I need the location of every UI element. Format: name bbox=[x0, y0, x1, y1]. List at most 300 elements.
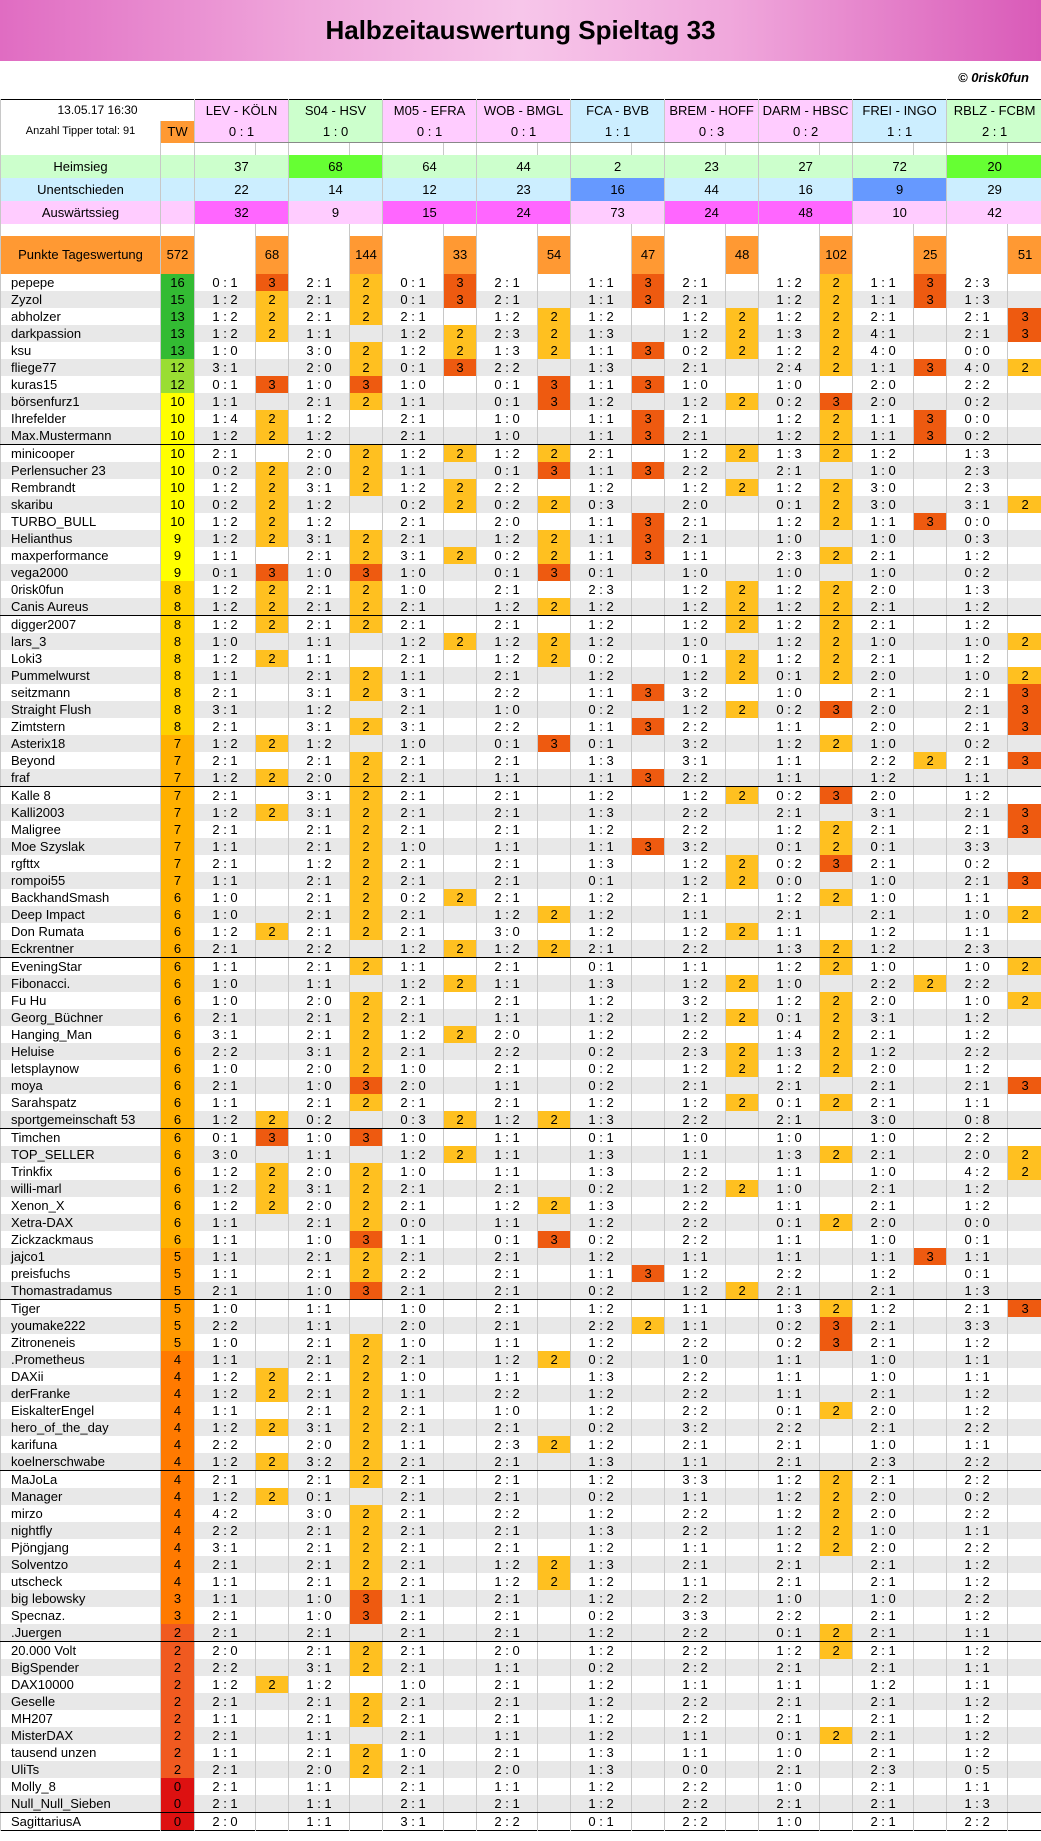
player-points: 2 bbox=[256, 1368, 289, 1385]
player-tip: 1 : 2 bbox=[477, 598, 538, 616]
player-tip: 1 : 1 bbox=[383, 1231, 444, 1248]
player-tip: 3 : 1 bbox=[289, 804, 350, 821]
player-tip: 2 : 3 bbox=[947, 479, 1008, 496]
player-tip: 1 : 2 bbox=[571, 906, 632, 923]
player-points bbox=[538, 1693, 571, 1710]
player-tip: 2 : 2 bbox=[665, 1385, 726, 1402]
player-points: 2 bbox=[820, 1471, 853, 1489]
player-tip: 1 : 2 bbox=[571, 667, 632, 684]
player-points: 2 bbox=[350, 1761, 383, 1778]
player-name: DAX10000 bbox=[1, 1676, 161, 1693]
player-tip: 2 : 2 bbox=[665, 1026, 726, 1043]
player-tip: 1 : 2 bbox=[571, 787, 632, 805]
player-tip: 3 : 1 bbox=[947, 496, 1008, 513]
player-points bbox=[256, 1300, 289, 1318]
player-points bbox=[914, 633, 947, 650]
player-points bbox=[914, 530, 947, 547]
table-row bbox=[1, 1710, 1041, 1727]
player-points: 2 bbox=[350, 821, 383, 838]
player-points: 2 bbox=[444, 975, 477, 992]
player-points bbox=[820, 1368, 853, 1385]
player-points bbox=[1008, 1385, 1041, 1402]
player-points: 2 bbox=[350, 1385, 383, 1402]
player-points bbox=[914, 1659, 947, 1676]
player-points bbox=[538, 1060, 571, 1077]
player-points: 2 bbox=[350, 1043, 383, 1060]
player-tip: 2 : 1 bbox=[853, 1146, 914, 1163]
table-row bbox=[1, 1214, 1041, 1231]
player-points bbox=[538, 1248, 571, 1265]
player-tip: 1 : 2 bbox=[947, 1334, 1008, 1351]
player-points bbox=[914, 1111, 947, 1129]
table-row bbox=[1, 1129, 1041, 1147]
player-tip: 2 : 2 bbox=[947, 1505, 1008, 1522]
player-name: BigSpender bbox=[1, 1659, 161, 1676]
player-points bbox=[538, 1607, 571, 1624]
player-name: Perlensucher 23 bbox=[1, 462, 161, 479]
player-tip: 1 : 1 bbox=[571, 684, 632, 701]
player-points: 2 bbox=[1008, 1146, 1041, 1163]
player-points bbox=[444, 1231, 477, 1248]
player-tip: 1 : 1 bbox=[571, 291, 632, 308]
player-tip: 1 : 1 bbox=[477, 1778, 538, 1795]
player-points bbox=[914, 701, 947, 718]
player-points: 2 bbox=[820, 1505, 853, 1522]
player-points bbox=[914, 872, 947, 889]
player-points: 2 bbox=[1008, 359, 1041, 376]
player-points bbox=[350, 735, 383, 752]
date-time: 13.05.17 16:30 bbox=[1, 100, 195, 122]
player-points bbox=[726, 1077, 759, 1094]
player-total: 2 bbox=[161, 1727, 195, 1744]
player-points: 2 bbox=[820, 445, 853, 463]
player-points bbox=[1008, 342, 1041, 359]
player-tip: 1 : 2 bbox=[947, 616, 1008, 634]
stat-value: 42 bbox=[947, 201, 1041, 224]
player-points bbox=[444, 735, 477, 752]
player-tip: 1 : 1 bbox=[665, 1248, 726, 1265]
player-points: 2 bbox=[538, 1351, 571, 1368]
player-tip: 1 : 2 bbox=[947, 787, 1008, 805]
player-points: 2 bbox=[350, 1556, 383, 1573]
player-name: Max.Mustermann bbox=[1, 427, 161, 445]
player-points bbox=[1008, 479, 1041, 496]
player-tip: 2 : 1 bbox=[289, 1248, 350, 1265]
player-points bbox=[632, 445, 665, 463]
player-name: Pummelwurst bbox=[1, 667, 161, 684]
player-name: minicooper bbox=[1, 445, 161, 463]
player-points bbox=[256, 633, 289, 650]
player-tip: 1 : 2 bbox=[759, 427, 820, 445]
player-name: Zickzackmaus bbox=[1, 1231, 161, 1248]
player-tip: 1 : 1 bbox=[947, 1248, 1008, 1265]
player-points: 2 bbox=[820, 992, 853, 1009]
player-tip: 2 : 3 bbox=[853, 1761, 914, 1778]
table-row bbox=[1, 1778, 1041, 1795]
player-total: 8 bbox=[161, 684, 195, 701]
player-tip: 1 : 0 bbox=[853, 1522, 914, 1539]
player-points bbox=[914, 1693, 947, 1710]
player-points bbox=[726, 1111, 759, 1129]
player-tip: 3 : 1 bbox=[383, 684, 444, 701]
player-points bbox=[538, 616, 571, 634]
player-tip: 3 : 3 bbox=[947, 838, 1008, 855]
player-points: 2 bbox=[350, 291, 383, 308]
player-tip: 1 : 1 bbox=[195, 872, 256, 889]
player-total: 6 bbox=[161, 923, 195, 940]
player-tip: 0 : 1 bbox=[759, 1727, 820, 1744]
player-total: 8 bbox=[161, 633, 195, 650]
player-points bbox=[1008, 1607, 1041, 1624]
player-points bbox=[820, 530, 853, 547]
stat-value: 2 bbox=[571, 155, 665, 178]
player-points: 2 bbox=[256, 923, 289, 940]
player-points bbox=[726, 1385, 759, 1402]
player-points: 3 bbox=[1008, 684, 1041, 701]
player-points: 2 bbox=[820, 1026, 853, 1043]
player-tip: 1 : 0 bbox=[853, 633, 914, 650]
player-tip: 1 : 1 bbox=[289, 1813, 350, 1831]
player-tip: 3 : 1 bbox=[289, 1180, 350, 1197]
player-points bbox=[632, 1642, 665, 1660]
player-tip: 2 : 2 bbox=[665, 804, 726, 821]
player-points: 2 bbox=[256, 598, 289, 616]
player-tip: 1 : 0 bbox=[759, 1744, 820, 1761]
player-points bbox=[1008, 1419, 1041, 1436]
player-points: 2 bbox=[1008, 906, 1041, 923]
player-points: 2 bbox=[538, 1556, 571, 1573]
player-tip: 1 : 3 bbox=[571, 1163, 632, 1180]
match-score: 0 : 1 bbox=[477, 121, 571, 143]
player-points: 2 bbox=[538, 496, 571, 513]
player-tip: 1 : 2 bbox=[195, 1488, 256, 1505]
player-tip: 1 : 0 bbox=[947, 906, 1008, 923]
player-points bbox=[632, 1043, 665, 1060]
player-tip: 1 : 1 bbox=[947, 1436, 1008, 1453]
match-name: FCA - BVB bbox=[571, 100, 665, 122]
table-row bbox=[1, 821, 1041, 838]
player-points: 2 bbox=[350, 1436, 383, 1453]
player-total: 7 bbox=[161, 787, 195, 805]
player-points bbox=[632, 1522, 665, 1539]
player-points bbox=[1008, 1317, 1041, 1334]
player-tip: 2 : 1 bbox=[383, 1248, 444, 1265]
player-points bbox=[538, 1761, 571, 1778]
player-tip: 2 : 1 bbox=[477, 1522, 538, 1539]
player-points bbox=[726, 291, 759, 308]
player-points bbox=[914, 1419, 947, 1436]
player-tip: 3 : 1 bbox=[289, 479, 350, 496]
player-tip: 1 : 2 bbox=[759, 633, 820, 650]
player-tip: 1 : 0 bbox=[383, 1129, 444, 1147]
player-tip: 2 : 2 bbox=[759, 1265, 820, 1282]
stat-value: 37 bbox=[195, 155, 289, 178]
player-tip: 1 : 1 bbox=[289, 633, 350, 650]
player-points bbox=[538, 1282, 571, 1300]
player-tip: 1 : 0 bbox=[853, 735, 914, 752]
player-points bbox=[538, 359, 571, 376]
player-name: maxperformance bbox=[1, 547, 161, 564]
match-name: DARM - HBSC bbox=[759, 100, 853, 122]
player-tip: 1 : 1 bbox=[195, 1094, 256, 1111]
player-points: 2 bbox=[256, 496, 289, 513]
player-points: 2 bbox=[726, 787, 759, 805]
player-points: 2 bbox=[350, 1334, 383, 1351]
table-row bbox=[1, 1146, 1041, 1163]
player-total: 4 bbox=[161, 1368, 195, 1385]
player-points bbox=[444, 992, 477, 1009]
player-total: 5 bbox=[161, 1282, 195, 1300]
player-points bbox=[632, 1778, 665, 1795]
player-total: 4 bbox=[161, 1385, 195, 1402]
player-name: willi-marl bbox=[1, 1180, 161, 1197]
player-tip: 1 : 2 bbox=[383, 1026, 444, 1043]
player-points: 2 bbox=[538, 1436, 571, 1453]
player-tip: 2 : 1 bbox=[195, 1761, 256, 1778]
player-total: 4 bbox=[161, 1453, 195, 1471]
player-points bbox=[820, 1197, 853, 1214]
player-tip: 1 : 0 bbox=[947, 667, 1008, 684]
player-points bbox=[256, 1522, 289, 1539]
player-points bbox=[632, 1590, 665, 1607]
player-points bbox=[444, 1556, 477, 1573]
player-tip: 2 : 1 bbox=[289, 1026, 350, 1043]
player-tip: 2 : 1 bbox=[383, 1795, 444, 1813]
player-tip: 1 : 2 bbox=[195, 1419, 256, 1436]
player-name: Rembrandt bbox=[1, 479, 161, 496]
player-points bbox=[726, 958, 759, 976]
player-tip: 1 : 2 bbox=[571, 308, 632, 325]
player-tip: 2 : 1 bbox=[853, 598, 914, 616]
table-row bbox=[1, 1419, 1041, 1436]
table-row bbox=[1, 1060, 1041, 1077]
copyright: © 0risk0fun bbox=[958, 70, 1029, 85]
player-name: TOP_SELLER bbox=[1, 1146, 161, 1163]
player-points bbox=[820, 1556, 853, 1573]
player-tip: 1 : 2 bbox=[853, 940, 914, 958]
player-tip: 0 : 2 bbox=[571, 1043, 632, 1060]
table-row bbox=[1, 1505, 1041, 1522]
player-tip: 1 : 1 bbox=[759, 1385, 820, 1402]
player-points bbox=[914, 342, 947, 359]
player-points bbox=[914, 804, 947, 821]
player-points bbox=[632, 1248, 665, 1265]
player-tip: 1 : 1 bbox=[853, 274, 914, 291]
player-points bbox=[914, 1231, 947, 1248]
player-points bbox=[820, 769, 853, 787]
player-total: 4 bbox=[161, 1573, 195, 1590]
player-tip: 1 : 1 bbox=[947, 1624, 1008, 1642]
player-points bbox=[256, 1778, 289, 1795]
player-points: 2 bbox=[820, 616, 853, 634]
player-tip: 2 : 1 bbox=[289, 274, 350, 291]
player-points: 2 bbox=[350, 769, 383, 787]
total-points: 572 bbox=[161, 236, 195, 274]
player-tip: 2 : 0 bbox=[289, 992, 350, 1009]
player-points bbox=[538, 992, 571, 1009]
player-tip: 1 : 1 bbox=[195, 1573, 256, 1590]
player-tip: 1 : 2 bbox=[571, 1471, 632, 1489]
player-tip: 1 : 2 bbox=[477, 1351, 538, 1368]
player-tip: 2 : 3 bbox=[477, 1436, 538, 1453]
player-tip: 1 : 1 bbox=[571, 376, 632, 393]
player-points bbox=[444, 1607, 477, 1624]
player-points bbox=[726, 1744, 759, 1761]
player-tip: 1 : 2 bbox=[289, 496, 350, 513]
player-tip: 1 : 2 bbox=[759, 1471, 820, 1489]
player-tip: 1 : 0 bbox=[383, 564, 444, 581]
player-points bbox=[1008, 735, 1041, 752]
stat-value: 72 bbox=[853, 155, 947, 178]
player-tip: 2 : 1 bbox=[947, 684, 1008, 701]
player-points bbox=[444, 1214, 477, 1231]
player-points bbox=[726, 633, 759, 650]
player-tip: 1 : 1 bbox=[759, 769, 820, 787]
player-points bbox=[632, 787, 665, 805]
player-tip: 2 : 1 bbox=[665, 274, 726, 291]
player-tip: 2 : 1 bbox=[477, 1710, 538, 1727]
player-tip: 2 : 1 bbox=[195, 1556, 256, 1573]
player-tip: 1 : 2 bbox=[383, 633, 444, 650]
player-name: Xetra-DAX bbox=[1, 1214, 161, 1231]
player-tip: 1 : 3 bbox=[759, 325, 820, 342]
player-total: 6 bbox=[161, 889, 195, 906]
table-row bbox=[1, 462, 1041, 479]
player-tip: 1 : 0 bbox=[383, 1334, 444, 1351]
player-tip: 0 : 2 bbox=[759, 787, 820, 805]
player-points bbox=[726, 804, 759, 821]
table-row bbox=[1, 1334, 1041, 1351]
player-tip: 2 : 1 bbox=[759, 1693, 820, 1710]
player-points: 3 bbox=[820, 787, 853, 805]
player-tip: 2 : 1 bbox=[383, 1197, 444, 1214]
player-tip: 1 : 0 bbox=[853, 564, 914, 581]
player-points bbox=[444, 393, 477, 410]
player-points bbox=[820, 1590, 853, 1607]
player-points bbox=[444, 1505, 477, 1522]
player-tip: 2 : 1 bbox=[383, 1693, 444, 1710]
player-points bbox=[1008, 1453, 1041, 1471]
player-points bbox=[820, 1436, 853, 1453]
player-total: 8 bbox=[161, 701, 195, 718]
player-points bbox=[914, 923, 947, 940]
player-total: 9 bbox=[161, 547, 195, 564]
player-points bbox=[632, 975, 665, 992]
player-points bbox=[538, 684, 571, 701]
player-tip: 2 : 1 bbox=[289, 1710, 350, 1727]
player-tip: 1 : 2 bbox=[289, 410, 350, 427]
player-points bbox=[726, 530, 759, 547]
player-points bbox=[444, 1744, 477, 1761]
player-tip: 1 : 1 bbox=[383, 1436, 444, 1453]
player-tip: 1 : 2 bbox=[853, 923, 914, 940]
player-points: 2 bbox=[256, 1419, 289, 1436]
player-tip: 1 : 1 bbox=[665, 1539, 726, 1556]
player-tip: 2 : 2 bbox=[947, 376, 1008, 393]
player-tip: 3 : 1 bbox=[853, 804, 914, 821]
player-points bbox=[914, 1488, 947, 1505]
player-tip: 1 : 1 bbox=[947, 1368, 1008, 1385]
player-points bbox=[444, 1522, 477, 1539]
player-points: 3 bbox=[820, 701, 853, 718]
table-row bbox=[1, 906, 1041, 923]
player-tip: 3 : 2 bbox=[665, 684, 726, 701]
match-score: 0 : 3 bbox=[665, 121, 759, 143]
player-points bbox=[632, 1351, 665, 1368]
player-points bbox=[632, 581, 665, 598]
player-points bbox=[1008, 1676, 1041, 1693]
player-tip: 0 : 2 bbox=[759, 393, 820, 410]
player-total: 7 bbox=[161, 855, 195, 872]
player-tip: 2 : 1 bbox=[383, 1351, 444, 1368]
player-total: 13 bbox=[161, 308, 195, 325]
player-tip: 1 : 0 bbox=[665, 1129, 726, 1147]
player-tip: 2 : 3 bbox=[665, 1043, 726, 1060]
player-tip: 4 : 2 bbox=[947, 1163, 1008, 1180]
player-points bbox=[914, 1265, 947, 1282]
player-points bbox=[914, 787, 947, 805]
player-points bbox=[726, 718, 759, 735]
player-tip: 1 : 1 bbox=[195, 1248, 256, 1265]
player-tip: 3 : 0 bbox=[289, 342, 350, 359]
table-row bbox=[1, 1197, 1041, 1214]
player-tip: 0 : 1 bbox=[571, 1129, 632, 1147]
player-points bbox=[1008, 1761, 1041, 1778]
player-tip: 1 : 2 bbox=[947, 1060, 1008, 1077]
player-tip: 1 : 1 bbox=[195, 393, 256, 410]
player-points bbox=[632, 308, 665, 325]
player-points bbox=[820, 1180, 853, 1197]
player-tip: 1 : 2 bbox=[665, 445, 726, 463]
player-tip: 3 : 2 bbox=[665, 992, 726, 1009]
player-total: 6 bbox=[161, 1197, 195, 1214]
player-tip: 0 : 5 bbox=[947, 1761, 1008, 1778]
player-points bbox=[256, 906, 289, 923]
player-points: 2 bbox=[820, 308, 853, 325]
player-points bbox=[444, 1453, 477, 1471]
player-points bbox=[538, 769, 571, 787]
player-tip: 2 : 2 bbox=[759, 1419, 820, 1436]
player-points: 2 bbox=[350, 547, 383, 564]
player-points bbox=[726, 752, 759, 769]
player-name: abholzer bbox=[1, 308, 161, 325]
player-tip: 1 : 2 bbox=[759, 581, 820, 598]
player-points: 2 bbox=[350, 1693, 383, 1710]
player-total: 6 bbox=[161, 1180, 195, 1197]
player-points bbox=[538, 1522, 571, 1539]
player-tip: 0 : 2 bbox=[947, 393, 1008, 410]
player-tip: 2 : 1 bbox=[477, 1676, 538, 1693]
stat-value: 16 bbox=[759, 178, 853, 201]
player-tip: 2 : 1 bbox=[383, 804, 444, 821]
player-total: 8 bbox=[161, 581, 195, 598]
player-points bbox=[1008, 1026, 1041, 1043]
player-tip: 2 : 1 bbox=[383, 906, 444, 923]
player-tip: 2 : 1 bbox=[853, 1026, 914, 1043]
player-points bbox=[1008, 1129, 1041, 1147]
player-tip: 1 : 2 bbox=[947, 1744, 1008, 1761]
player-name: Pjöngjang bbox=[1, 1539, 161, 1556]
player-name: moya bbox=[1, 1077, 161, 1094]
player-tip: 2 : 1 bbox=[853, 308, 914, 325]
player-points bbox=[726, 735, 759, 752]
player-points bbox=[538, 1590, 571, 1607]
player-points bbox=[444, 1419, 477, 1436]
table-row bbox=[1, 1094, 1041, 1111]
player-tip: 2 : 1 bbox=[665, 427, 726, 445]
player-points bbox=[256, 1231, 289, 1248]
player-tip: 1 : 2 bbox=[571, 1248, 632, 1265]
